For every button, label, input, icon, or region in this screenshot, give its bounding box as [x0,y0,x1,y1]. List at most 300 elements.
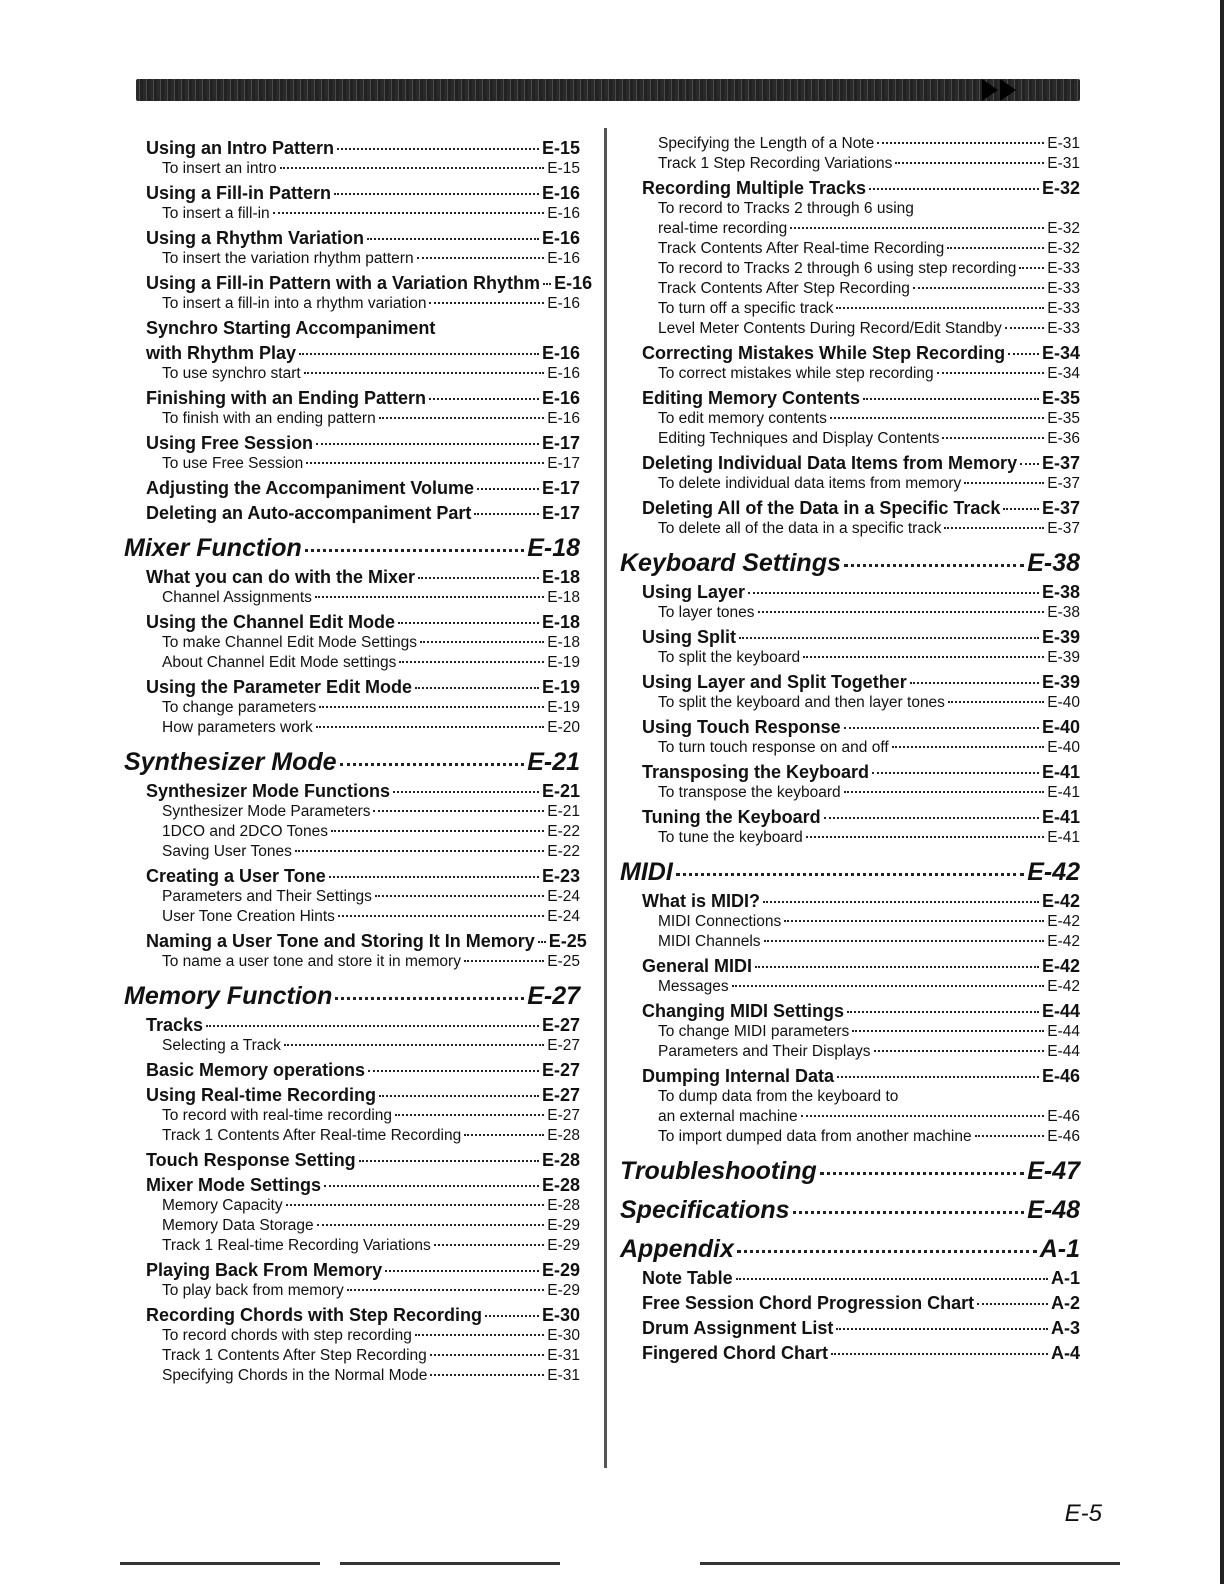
toc-entry-title: Using the Channel Edit Mode [146,612,396,632]
dot-leader [874,1050,1045,1052]
dot-leader [831,1353,1048,1355]
toc-sub-entry[interactable] [124,1036,580,1056]
toc-section-entry[interactable] [124,1260,580,1281]
toc-sub-entry[interactable] [124,1236,580,1256]
toc-entry-page: A-3 [1050,1318,1080,1338]
toc-entry-title: How parameters work [162,719,313,736]
toc-entry-title: Memory Function [124,982,333,1010]
toc-sub-entry[interactable] [620,648,1080,668]
toc-entry-page: E-44 [1041,1001,1080,1021]
toc-entry-page: E-16 [541,343,580,363]
toc-entry-title: Tracks [146,1015,204,1035]
toc-entry-page: E-41 [1041,807,1080,827]
dot-leader [316,726,545,728]
toc-sub-entry[interactable] [124,1326,580,1346]
toc-entry-page: E-41 [1041,762,1080,782]
toc-chapter-entry[interactable] [620,1235,1080,1264]
dot-leader [273,212,545,214]
toc-entry-page: E-27 [547,1037,580,1054]
toc-sub-entry[interactable] [620,239,1080,259]
dot-leader [338,915,544,917]
toc-entry-title: Free Session Chord Progression Chart [642,1293,975,1313]
toc-chapter-entry[interactable] [620,549,1080,578]
toc-entry-title: Specifying Chords in the Normal Mode [162,1367,428,1384]
toc-entry-title: Using an Intro Pattern [146,138,335,158]
toc-section-entry[interactable] [620,762,1080,783]
toc-entry-title: Using Free Session [146,433,314,453]
toc-entry-title: Synthesizer Mode Functions [146,781,391,801]
toc-entry-page: E-37 [1041,453,1080,473]
toc-entry-page: E-42 [1027,858,1080,886]
toc-section-entry[interactable] [124,1060,580,1081]
toc-section-entry[interactable] [620,807,1080,828]
toc-entry-title: To delete individual data items from memory [658,475,962,492]
toc-entry-page: E-25 [548,931,587,951]
toc-entry-page: A-2 [1050,1293,1080,1313]
toc-entry-page: E-21 [547,803,580,820]
dot-leader [331,830,544,832]
toc-section-entry[interactable] [124,318,580,339]
toc-entry-title: Using Split [642,627,736,647]
toc-entry-title: To record to Tracks 2 through 6 using step recording [658,260,1017,277]
toc-entry-title: an external machine [658,1108,798,1125]
toc-entry-page: E-18 [527,534,580,562]
toc-entry-page: E-15 [541,138,580,158]
toc-entry-page: E-18 [547,589,580,606]
toc-entry-title: Fingered Chord Chart [642,1343,829,1363]
dot-leader [763,901,1039,903]
toc-entry-title: Memory Capacity [162,1197,283,1214]
toc-entry-page: E-16 [554,273,593,293]
toc-entry-page: E-16 [547,410,580,427]
toc-sub-entry[interactable] [124,454,580,474]
dot-leader [429,398,539,400]
toc-entry-page: E-17 [547,455,580,472]
toc-entry-page: E-32 [1047,240,1080,257]
toc-sub-entry[interactable] [620,1022,1080,1042]
toc-entry-title: Keyboard Settings [620,549,841,577]
dot-leader [820,1172,1024,1175]
header-bar [136,79,1080,101]
toc-entry-page: E-31 [1047,155,1080,172]
bottom-rule [120,1562,320,1565]
dot-leader [399,661,544,663]
toc-section-entry[interactable] [124,612,580,633]
dot-leader [803,656,1044,658]
toc-sub-entry[interactable] [124,802,580,822]
toc-section-entry[interactable] [124,1085,580,1106]
toc-entry-title: To correct mistakes while step recording [658,365,934,382]
toc-sub-entry[interactable] [124,842,580,862]
toc-sub-entry[interactable] [124,718,580,738]
toc-entry-page: E-33 [1047,320,1080,337]
toc-sub-entry[interactable] [620,199,1080,219]
toc-entry-page: E-17 [541,503,580,523]
toc-entry-title: Mixer Mode Settings [146,1175,322,1195]
toc-entry-page: E-18 [541,612,580,632]
toc-sub-entry[interactable] [620,154,1080,174]
toc-sub-entry[interactable] [620,519,1080,539]
toc-entry-title: Basic Memory operations [146,1060,366,1080]
dot-leader [844,564,1024,567]
dot-leader [317,1224,545,1226]
toc-section-entry[interactable] [124,183,580,204]
toc-entry-page: E-33 [1047,300,1080,317]
dot-leader [280,167,545,169]
toc-sub-entry[interactable] [620,783,1080,803]
toc-sub-entry[interactable] [124,633,580,653]
toc-entry-page: E-32 [1047,220,1080,237]
toc-entry-page: E-27 [527,982,580,1010]
toc-entry-title: To delete all of the data in a specific track [658,520,942,537]
toc-entry-page: E-28 [547,1197,580,1214]
toc-entry-title: Level Meter Contents During Record/Edit Standby [658,320,1002,337]
toc-chapter-entry[interactable] [124,982,580,1011]
toc-entry-page: E-15 [547,160,580,177]
toc-sub-entry[interactable] [124,204,580,224]
dot-leader [464,1134,544,1136]
toc-entry-page: E-40 [1047,694,1080,711]
dot-leader [947,247,1044,249]
toc-entry-title: Selecting a Track [162,1037,281,1054]
toc-entry-page: E-22 [547,823,580,840]
dot-leader [385,1270,539,1272]
toc-entry-page: E-27 [541,1085,580,1105]
toc-sub-entry[interactable] [620,279,1080,299]
dot-leader [837,1076,1039,1078]
toc-entry-title: Using a Fill-in Pattern [146,183,332,203]
dot-leader [418,577,539,579]
toc-entry-page: E-18 [541,567,580,587]
dot-leader [1019,267,1044,269]
toc-section-entry[interactable] [620,672,1080,693]
toc-entry-page: E-38 [1047,604,1080,621]
toc-sub-entry[interactable] [620,1087,1080,1107]
toc-section-entry[interactable] [124,1015,580,1036]
toc-entry-page: E-47 [1027,1157,1080,1185]
toc-entry-page: E-44 [1047,1043,1080,1060]
toc-section-entry[interactable] [620,956,1080,977]
toc-entry-title: To tune the keyboard [658,829,803,846]
toc-section-entry[interactable] [124,1150,580,1171]
toc-entry-title: Parameters and Their Displays [658,1043,871,1060]
toc-entry-page: A-1 [1039,1235,1080,1263]
dot-leader [942,437,1044,439]
toc-entry-page: E-31 [547,1347,580,1364]
dot-leader [284,1044,544,1046]
toc-entry-title: MIDI Connections [658,913,782,930]
toc-sub-entry[interactable] [620,134,1080,154]
toc-entry-title: Using the Parameter Edit Mode [146,677,413,697]
toc-entry-page: E-29 [547,1282,580,1299]
toc-section-entry[interactable] [620,498,1080,519]
toc-entry-page: E-39 [1041,627,1080,647]
dot-leader [910,682,1039,684]
dot-leader [836,1328,1048,1330]
toc-entry-page: A-4 [1050,1343,1080,1363]
toc-entry-title: Channel Assignments [162,589,312,606]
toc-section-entry[interactable] [620,1001,1080,1022]
toc-sub-entry[interactable] [620,693,1080,713]
dot-leader [737,1250,1037,1253]
toc-section-entry[interactable] [620,1268,1080,1289]
dot-leader [359,1160,539,1162]
dot-leader [335,997,524,1000]
dot-leader [347,1289,545,1291]
page-number: E-5 [1064,1500,1102,1527]
toc-entry-title: Track 1 Contents After Step Recording [162,1347,427,1364]
toc-entry-title: To make Channel Edit Mode Settings [162,634,418,651]
toc-section-entry[interactable] [124,567,580,588]
toc-sub-entry[interactable] [124,409,580,429]
toc-sub-entry[interactable] [124,822,580,842]
dot-leader [474,513,539,515]
toc-entry-title: To name a user tone and store it in memory [162,953,461,970]
toc-sub-entry[interactable] [124,1346,580,1366]
toc-left-column [124,134,593,1386]
dot-leader [892,746,1045,748]
toc-chapter-entry[interactable] [620,1157,1080,1186]
toc-entry-page: E-39 [1041,672,1080,692]
toc-entry-page: E-27 [541,1060,580,1080]
dot-leader [830,417,1044,419]
dot-leader [337,148,539,150]
toc-sub-entry[interactable] [124,1281,580,1301]
toc-entry-page: E-19 [547,699,580,716]
toc-section-entry[interactable] [620,627,1080,648]
toc-entry-title: Tuning the Keyboard [642,807,821,827]
toc-entry-title: To change parameters [162,699,317,716]
toc-chapter-entry[interactable] [124,534,580,563]
dot-leader [1005,327,1044,329]
toc-section-entry[interactable] [124,273,593,294]
toc-entry-title: Changing MIDI Settings [642,1001,844,1021]
toc-sub-entry[interactable] [620,259,1080,279]
toc-sub-entry[interactable] [124,1366,580,1386]
toc-sub-entry[interactable] [124,907,580,927]
toc-section-entry[interactable] [124,781,580,802]
toc-sub-entry[interactable] [620,1107,1080,1127]
dot-leader [324,1185,539,1187]
toc-sub-entry[interactable] [124,159,580,179]
toc-entry-page: E-28 [541,1150,580,1170]
dot-leader [1008,353,1039,355]
toc-entry-page: E-32 [1041,178,1080,198]
bottom-rule [340,1562,560,1565]
toc-sub-entry[interactable] [124,653,580,673]
toc-section-entry[interactable] [124,388,580,409]
toc-entry-page: E-29 [547,1217,580,1234]
dot-leader [375,895,544,897]
toc-entry-title: Deleting Individual Data Items from Memory [642,453,1018,473]
toc-sub-entry[interactable] [620,429,1080,449]
toc-section-entry[interactable] [124,138,580,159]
toc-entry-title: Using a Rhythm Variation [146,228,365,248]
dot-leader [415,1334,544,1336]
toc-section-entry[interactable] [124,1175,580,1196]
toc-entry-title: Synthesizer Mode [124,748,337,776]
toc-section-entry[interactable] [620,343,1080,364]
toc-sub-entry[interactable] [124,1196,580,1216]
toc-entry-title: Drum Assignment List [642,1318,834,1338]
dot-leader [329,876,539,878]
toc-section-entry[interactable] [620,582,1080,603]
dot-leader [836,307,1044,309]
toc-sub-entry[interactable] [620,219,1080,239]
toc-entry-page: E-48 [1027,1196,1080,1224]
toc-entry-title: Transposing the Keyboard [642,762,870,782]
toc-chapter-entry[interactable] [620,858,1080,887]
toc-entry-title: Touch Response Setting [146,1150,356,1170]
dot-leader [206,1025,539,1027]
toc-sub-entry[interactable] [620,828,1080,848]
toc-section-entry[interactable] [620,388,1080,409]
toc-entry-page: E-41 [1047,784,1080,801]
toc-entry-title: real-time recording [658,220,788,237]
toc-sub-entry[interactable] [124,1106,580,1126]
dot-leader [373,810,544,812]
dot-leader [944,527,1044,529]
toc-entry-page: E-16 [547,295,580,312]
toc-entry-title: Messages [658,978,729,995]
toc-section-entry[interactable] [124,433,580,454]
toc-sub-entry[interactable] [620,409,1080,429]
toc-sub-entry[interactable] [124,1126,580,1146]
toc-entry-title: About Channel Edit Mode settings [162,654,397,671]
toc-sub-entry[interactable] [620,299,1080,319]
dot-leader [877,142,1044,144]
toc-entry-title: To finish with an ending pattern [162,410,376,427]
toc-sub-entry[interactable] [124,588,580,608]
toc-sub-entry[interactable] [124,294,580,314]
toc-sub-entry[interactable] [124,364,580,384]
toc-section-entry[interactable] [124,228,580,249]
toc-section-entry[interactable] [124,478,580,499]
toc-sub-entry[interactable] [124,952,580,972]
toc-entry-title: Mixer Function [124,534,302,562]
toc-entry-page: E-29 [547,1237,580,1254]
toc-section-entry[interactable] [124,343,580,364]
toc-sub-entry[interactable] [620,1042,1080,1062]
toc-entry-title: Recording Multiple Tracks [642,178,867,198]
toc-entry-title: To insert the variation rhythm pattern [162,250,414,267]
toc-sub-entry[interactable] [620,912,1080,932]
toc-section-entry[interactable] [124,1305,580,1326]
toc-sub-entry[interactable] [620,319,1080,339]
toc-entry-title: To edit memory contents [658,410,827,427]
dot-leader [379,417,545,419]
toc-entry-page: A-1 [1050,1268,1080,1288]
dot-leader [844,727,1039,729]
toc-entry-page: E-21 [541,781,580,801]
toc-section-entry[interactable] [124,931,587,952]
toc-entry-page: E-37 [1047,520,1080,537]
toc-entry-page: E-40 [1041,717,1080,737]
toc-entry-page: E-24 [547,908,580,925]
dot-leader [937,372,1045,374]
dot-leader [430,1354,544,1356]
toc-sub-entry[interactable] [124,887,580,907]
toc-sub-entry[interactable] [620,738,1080,758]
toc-chapter-entry[interactable] [620,1196,1080,1225]
dot-leader [306,462,544,464]
toc-entry-page: E-40 [1047,739,1080,756]
bottom-rule [700,1562,1120,1565]
toc-section-entry[interactable] [124,677,580,698]
toc-section-entry[interactable] [124,866,580,887]
toc-entry-page: E-34 [1047,365,1080,382]
dot-leader [977,1303,1048,1305]
toc-entry-page: E-22 [547,843,580,860]
dot-leader [340,763,525,766]
dot-leader [732,985,1045,987]
toc-entry-page: E-33 [1047,260,1080,277]
toc-entry-title: Track 1 Step Recording Variations [658,155,893,172]
toc-sub-entry[interactable] [620,603,1080,623]
toc-section-entry[interactable] [620,717,1080,738]
toc-sub-entry[interactable] [620,364,1080,384]
toc-entry-page: E-42 [1047,978,1080,995]
toc-sub-entry[interactable] [620,1127,1080,1147]
toc-entry-title: Track Contents After Real-time Recording [658,240,945,257]
toc-sub-entry[interactable] [620,977,1080,997]
toc-entry-page: E-35 [1047,410,1080,427]
toc-entry-page: E-28 [541,1175,580,1195]
toc-sub-entry[interactable] [620,932,1080,952]
toc-sub-entry[interactable] [124,1216,580,1236]
toc-section-entry[interactable] [620,178,1080,199]
toc-entry-page: E-46 [1041,1066,1080,1086]
toc-section-entry[interactable] [620,1293,1080,1314]
toc-section-entry[interactable] [620,1066,1080,1087]
toc-entry-page: E-19 [541,677,580,697]
toc-entry-page: E-16 [541,183,580,203]
toc-entry-title: To use synchro start [162,365,301,382]
toc-entry-page: E-38 [1041,582,1080,602]
toc-section-entry[interactable] [620,1318,1080,1339]
toc-entry-page: E-16 [541,388,580,408]
toc-entry-page: E-19 [547,654,580,671]
dot-leader [299,353,539,355]
toc-sub-entry[interactable] [124,249,580,269]
toc-entry-title: To import dumped data from another machine [658,1128,972,1145]
toc-entry-title: Specifying the Length of a Note [658,135,875,152]
toc-entry-page: E-46 [1047,1108,1080,1125]
toc-section-entry[interactable] [124,503,580,524]
dot-leader [872,772,1039,774]
dot-leader [395,1114,544,1116]
toc-section-entry[interactable] [620,891,1080,912]
dot-leader [319,706,544,708]
toc-entry-title: Using Touch Response [642,717,841,737]
toc-entry-title: Creating a User Tone [146,866,326,886]
toc-sub-entry[interactable] [124,698,580,718]
toc-entry-title: with Rhythm Play [146,343,297,363]
toc-chapter-entry[interactable] [124,748,580,777]
dot-leader [334,193,539,195]
toc-entry-title: Using Layer [642,582,746,602]
toc-entry-title: Note Table [642,1268,733,1288]
toc-section-entry[interactable] [620,453,1080,474]
toc-entry-page: E-21 [527,748,580,776]
dot-leader [316,443,539,445]
toc-entry-page: E-44 [1047,1023,1080,1040]
toc-section-entry[interactable] [620,1343,1080,1364]
toc-entry-title: MIDI [620,858,673,886]
toc-entry-page: E-42 [1047,933,1080,950]
toc-entry-page: E-16 [541,228,580,248]
toc-sub-entry[interactable] [620,474,1080,494]
